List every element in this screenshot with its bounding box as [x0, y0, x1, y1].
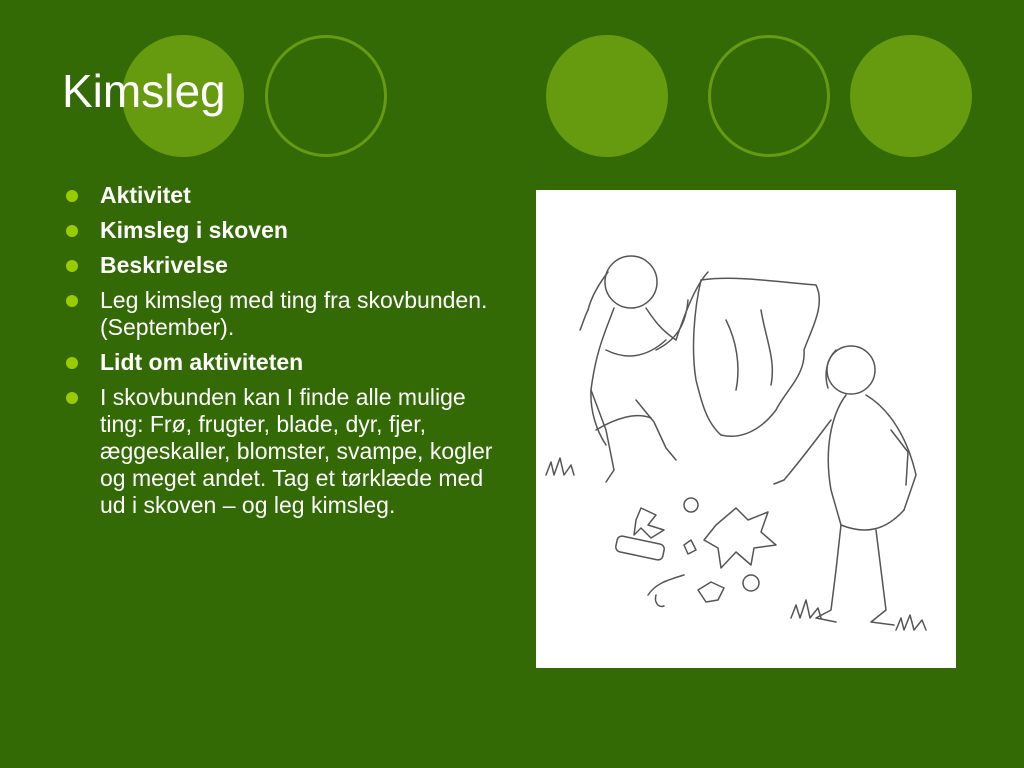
bullet-dot-icon	[66, 190, 78, 202]
bullet-item	[64, 287, 504, 341]
bullet-item	[64, 217, 504, 244]
forest-items-drawing	[615, 498, 776, 606]
decor-ring-1	[265, 35, 387, 157]
illustration-children-forest-game	[536, 190, 956, 668]
bullet-text: Aktivitet	[100, 182, 191, 208]
decor-circle-2	[546, 35, 668, 157]
bullet-item	[64, 349, 504, 376]
bullet-dot-icon	[66, 357, 78, 369]
bullet-item	[64, 384, 504, 519]
bullet-item	[64, 252, 504, 279]
slide-title: Kimsleg	[62, 65, 226, 117]
cloth-drawing	[694, 278, 820, 436]
girl-drawing	[580, 256, 708, 482]
bullet-text: Lidt om aktiviteten	[100, 349, 304, 375]
bullet-text: I skovbunden kan I finde alle mulige ting: Frø, frugter, blade, dyr, fjer, æggeskaller, blomster, svampe, kogler og meget andet. Tag et tørklæde med ud i skoven – og leg kimsleg.	[100, 384, 493, 518]
bullet-text: Beskrivelse	[100, 252, 228, 278]
decor-circle-3	[850, 35, 972, 157]
bullet-text: Kimsleg i skoven	[100, 217, 288, 243]
bullet-item	[64, 182, 504, 209]
bullet-dot-icon	[66, 225, 78, 237]
boy-drawing	[774, 346, 916, 625]
grass-drawing	[546, 458, 926, 630]
bullet-list	[64, 182, 504, 527]
bullet-dot-icon	[66, 295, 78, 307]
bullet-dot-icon	[66, 260, 78, 272]
decor-ring-2	[708, 35, 830, 157]
bullet-text: Leg kimsleg med ting fra skovbunden. (September).	[100, 287, 488, 340]
bullet-dot-icon	[66, 392, 78, 404]
